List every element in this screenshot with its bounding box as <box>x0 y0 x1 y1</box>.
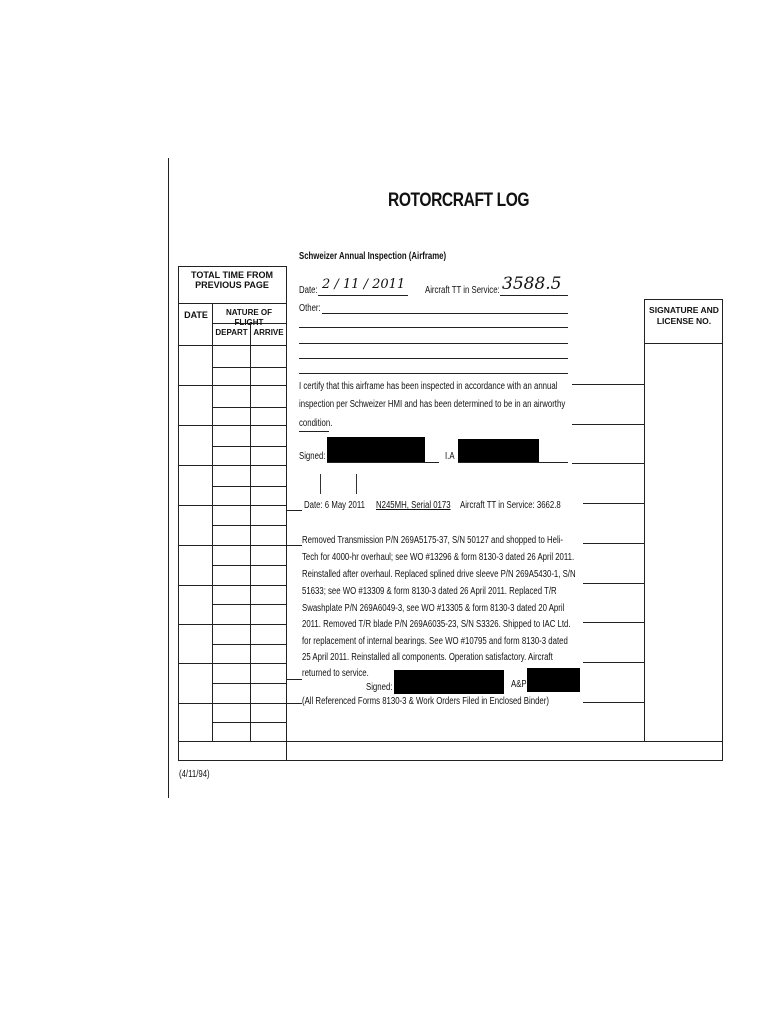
signature-row-line <box>644 343 723 344</box>
table-row-line <box>178 624 286 625</box>
table-top-border <box>178 266 286 267</box>
signature-row-line <box>572 424 644 425</box>
entry1-ia-line <box>458 462 568 463</box>
signature-row-line <box>583 622 644 623</box>
table-right-border <box>286 266 287 761</box>
signature-column-left <box>644 299 645 741</box>
entry1-other-line <box>299 373 568 374</box>
entry1-date-value: 2 / 11 / 2011 <box>322 277 406 292</box>
entry2-body-line: Reinstalled after overhaul. Replaced splined drive sleeve P/N 269A5430-1, S/N <box>302 569 576 580</box>
entry1-tt-underline <box>500 295 568 296</box>
redaction-box <box>327 437 425 463</box>
nature-of-flight-header: NATURE OF FLIGHT <box>225 308 273 327</box>
entry1-cert-line: inspection per Schweizer HMI and has been determined to be in an airworthy <box>299 399 566 410</box>
entry2-ap-label: A&P <box>511 679 527 690</box>
table-row-line <box>212 367 286 368</box>
entry1-other-line <box>299 343 568 344</box>
form-bottom-border <box>178 760 723 761</box>
signature-row-line <box>583 503 644 504</box>
date-column-divider <box>212 303 213 741</box>
signature-row-line <box>583 662 644 663</box>
signature-row-line <box>583 702 644 703</box>
entry2-lead-line <box>286 510 302 511</box>
table-row-line <box>178 545 286 546</box>
entry2-body-line: Swashplate P/N 269A6049-3, see WO #13305 & form 8130-3 dated 20 April <box>302 603 565 614</box>
redaction-box <box>527 668 580 692</box>
entry2-aircraft-id: N245MH, Serial 0173 <box>376 500 451 511</box>
entry2-body-line: returned to service. <box>302 668 369 679</box>
entry1-tt-value: 3588.5 <box>502 274 562 294</box>
entry1-signature-line <box>327 462 439 463</box>
entry2-lead-line <box>286 679 302 680</box>
entry1-cert-line: I certify that this airframe has been inspected in accordance with an annual <box>299 381 558 392</box>
entry2-body-line: 25 April 2011. Reinstalled all components. Operation satisfactory. Aircraft <box>302 652 553 663</box>
entry1-date-label: Date: <box>299 285 318 296</box>
entry1-other-line <box>299 358 568 359</box>
entry1-cert-underline <box>299 431 329 432</box>
signature-column-right <box>722 299 723 760</box>
entry-separator-tick <box>356 474 357 494</box>
entry2-body-line: 2011. Removed T/R blade P/N 269A6035-23, S/N S3326. Shipped to IAC Ltd. <box>302 619 571 630</box>
entry1-signed-label: Signed: <box>299 451 326 462</box>
entry1-ia-label: I.A <box>445 451 455 462</box>
entry2-lead-line <box>286 545 302 546</box>
entry2-note: (All Referenced Forms 8130-3 & Work Orders Filed in Enclosed Binder) <box>302 696 549 707</box>
entry2-body-line: Tech for 4000-hr overhaul; see WO #13296 & form 8130-3 dated 26 April 2011. <box>302 552 575 563</box>
table-row-line <box>212 722 286 723</box>
signature-row-line <box>583 543 644 544</box>
table-row-line <box>178 505 286 506</box>
table-row-line <box>212 683 286 684</box>
table-row-line <box>212 644 286 645</box>
entry2-body-line: 51633; see WO #13309 & form 8130-3 dated 26 April 2011. Replaced T/R <box>302 586 557 597</box>
entry1-other-label: Other: <box>299 303 321 314</box>
total-time-header: TOTAL TIME FROM PREVIOUS PAGE <box>191 270 273 290</box>
entry1-heading: Schweizer Annual Inspection (Airframe) <box>299 251 447 262</box>
signature-row-line <box>572 384 644 385</box>
table-row-line <box>178 465 286 466</box>
total-time-divider <box>178 303 286 304</box>
redaction-box <box>394 670 504 694</box>
table-left-border <box>178 266 179 761</box>
entry2-tt: Aircraft TT in Service: 3662.8 <box>460 500 561 511</box>
form-footer-code: (4/11/94) <box>179 769 210 780</box>
table-row-line <box>212 446 286 447</box>
signature-top-border <box>644 299 723 300</box>
form-bottom-line <box>178 741 723 742</box>
entry1-cert-line: condition. <box>299 418 333 429</box>
table-row-line <box>178 703 286 704</box>
redaction-box <box>458 439 539 463</box>
entry1-other-line <box>299 327 568 328</box>
signature-row-line <box>572 463 644 464</box>
entry2-body-line: for replacement of internal bearings. See WO #10795 and form 8130-3 dated <box>302 636 568 647</box>
table-row-line <box>212 604 286 605</box>
entry2-date: Date: 6 May 2011 <box>304 500 365 511</box>
entry1-date-underline <box>318 295 408 296</box>
entry-separator-tick <box>320 474 321 494</box>
table-row-line <box>178 663 286 664</box>
table-row-line <box>212 525 286 526</box>
signature-row-line <box>583 583 644 584</box>
entry2-lead-line <box>286 703 302 704</box>
entry1-tt-label: Aircraft TT in Service: <box>425 285 500 296</box>
table-row-line <box>178 345 286 346</box>
table-row-line <box>178 425 286 426</box>
table-row-line <box>212 565 286 566</box>
arrive-header: ARRIVE <box>253 328 284 337</box>
left-margin-line <box>168 158 169 798</box>
table-row-line <box>212 407 286 408</box>
entry2-signed-label: Signed: <box>366 682 393 693</box>
depart-header: DEPART <box>215 328 248 337</box>
table-row-line <box>178 385 286 386</box>
signature-header: SIGNATURE AND LICENSE NO. <box>649 305 719 326</box>
entry2-body-line: Removed Transmission P/N 269A5175-37, S/N 50127 and shopped to Heli- <box>302 535 564 546</box>
date-header: DATE <box>184 310 208 320</box>
entry1-other-line <box>322 313 568 314</box>
table-row-line <box>212 486 286 487</box>
table-row-line <box>178 585 286 586</box>
page-title: ROTORCRAFT LOG <box>388 190 530 211</box>
